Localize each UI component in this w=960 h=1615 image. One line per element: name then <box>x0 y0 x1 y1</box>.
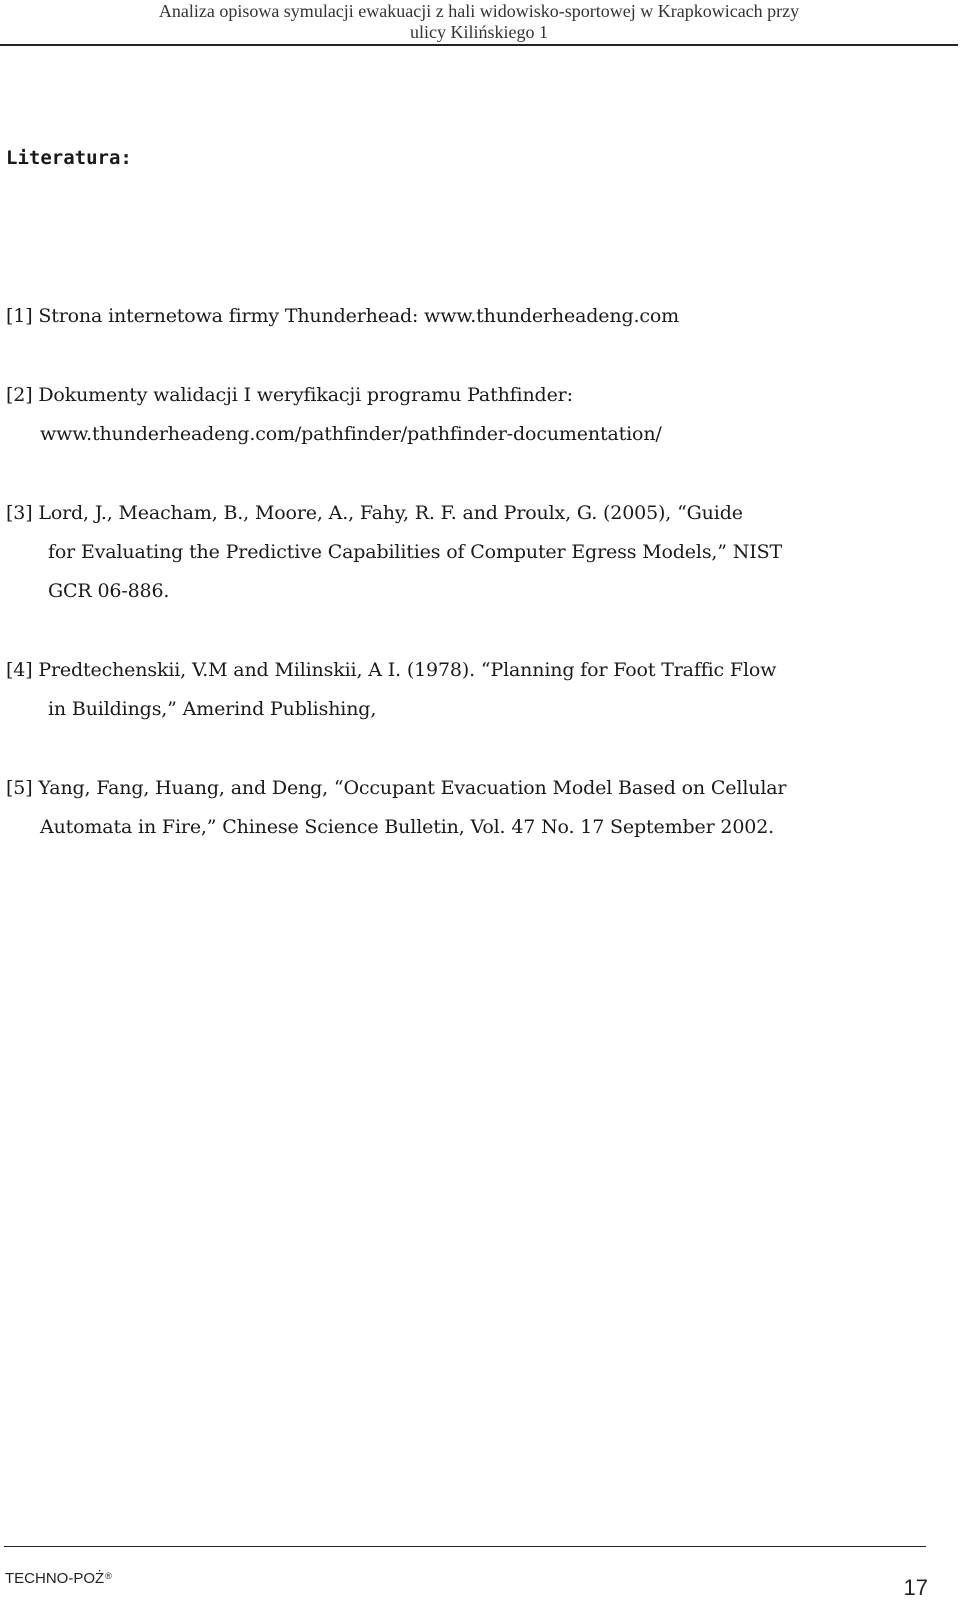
reference-3-line-1: [3] Lord, J., Meacham, B., Moore, A., Fahy, R. F. and Proulx, G. (2005), “Guide <box>6 502 743 524</box>
reference-2-line-2: www.thunderheadeng.com/pathfinder/pathfinder-documentation/ <box>40 423 662 445</box>
reference-3-line-2: for Evaluating the Predictive Capabilities of Computer Egress Models,” NIST <box>48 541 782 563</box>
reference-3-line-3: GCR 06-886. <box>48 580 170 602</box>
reference-1-line-1: [1] Strona internetowa firmy Thunderhead: www.thunderheadeng.com <box>6 305 680 327</box>
registered-mark: ® <box>105 1571 112 1581</box>
page-number: 17 <box>903 1575 928 1600</box>
running-header <box>0 0 958 46</box>
footer-divider <box>4 1546 926 1547</box>
footer-brand-name: TECHNO-POŻ <box>5 1570 105 1587</box>
reference-4-line-2: in Buildings,” Amerind Publishing, <box>48 698 377 720</box>
reference-5-line-2: Automata in Fire,” Chinese Science Bulletin, Vol. 47 No. 17 September 2002. <box>40 816 775 838</box>
reference-4-line-1: [4] Predtechenskii, V.M and Milinskii, A I. (1978). “Planning for Foot Traffic Flow <box>6 659 777 681</box>
running-header-line-2: ulicy Kilińskiego 1 <box>410 22 548 42</box>
reference-5-line-1: [5] Yang, Fang, Huang, and Deng, “Occupant Evacuation Model Based on Cellular <box>6 777 787 799</box>
reference-2-line-1: [2] Dokumenty walidacji I weryfikacji programu Pathfinder: <box>6 384 573 406</box>
footer-brand <box>5 1570 112 1588</box>
running-header-line-1: Analiza opisowa symulacji ewakuacji z hali widowisko-sportowej w Krapkowicach przy <box>158 1 800 21</box>
section-heading: Literatura: <box>6 147 132 169</box>
